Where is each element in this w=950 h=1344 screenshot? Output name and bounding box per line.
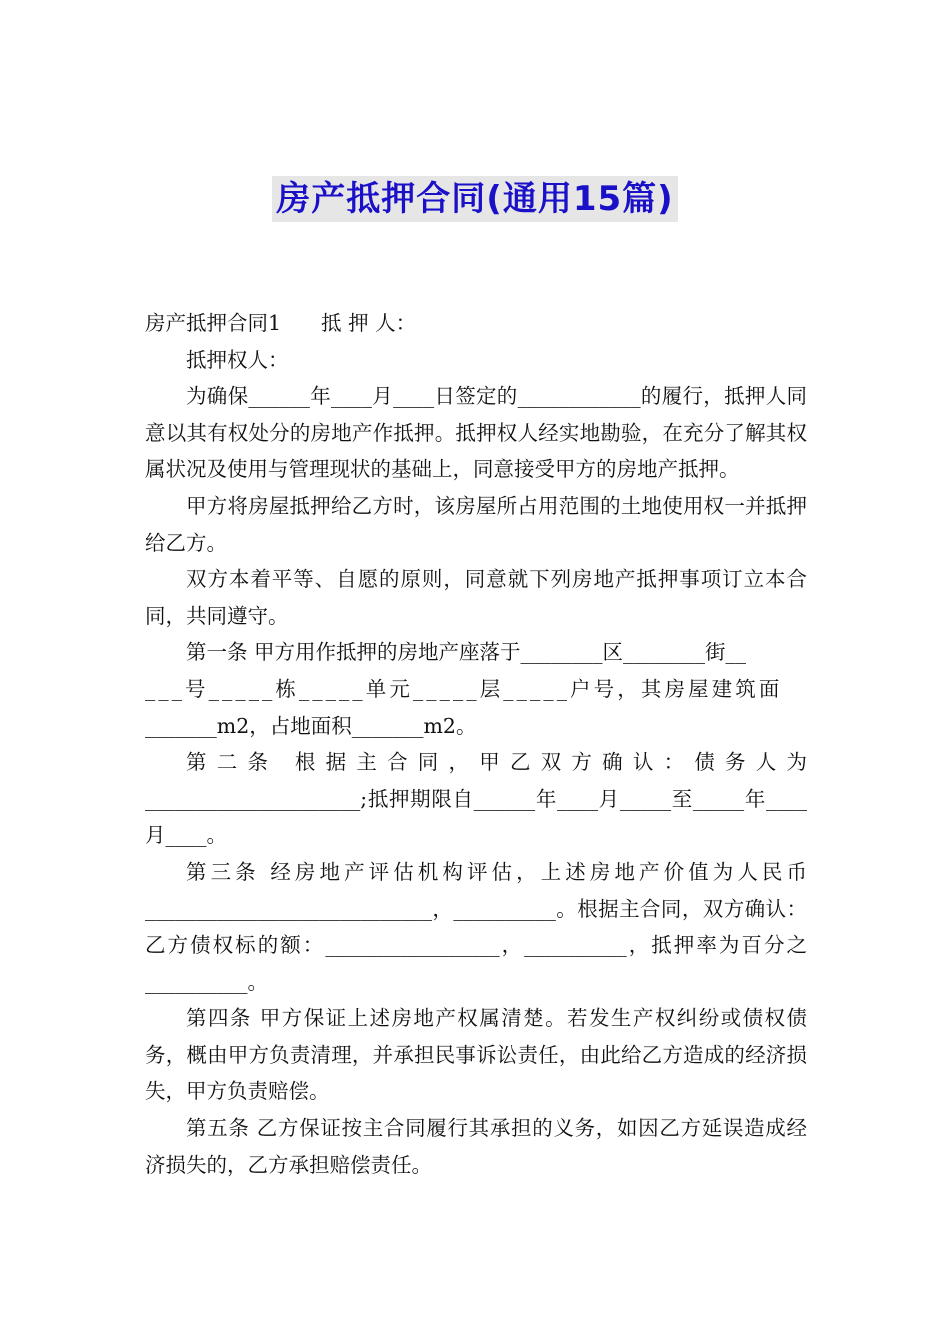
paragraph-intro-1: 为确保______年____月____日签定的____________的履行，抵押人同意以其有权处分的房地产作抵押。抵押权人经实地勘验，在充分了解其权属状况及使用与管理现状的基础上，同意接受甲方的房地产抵押。 (145, 384, 807, 482)
article-2: 第二条 根据主合同，甲乙双方确认：债务人为_____________________;抵押期限自______年____月_____至_____年____月____。 (145, 750, 807, 848)
contract-body (145, 305, 807, 1183)
article-5: 第五条 乙方保证按主合同履行其承担的义务，如因乙方延误造成经济损失的，乙方承担赔偿责任。 (145, 1116, 807, 1177)
paragraph-intro-2: 甲方将房屋抵押给乙方时，该房屋所占用范围的土地使用权一并抵押给乙方。 (145, 493, 807, 555)
article-3: 第三条 经房地产评估机构评估，上述房地产价值为人民币____________________________，__________。根据主合同，双方确认：乙方债权标的额：_________________，__________，抵押率为百分之 __________。 (145, 859, 807, 994)
paragraph-intro-3: 双方本着平等、自愿的原则，同意就下列房地产抵押事项订立本合同，共同遵守。 (145, 567, 807, 628)
title-container (0, 176, 950, 222)
article-1-line-2: ___号_____栋_____单元_____层_____户号，其房屋建筑面 (145, 676, 783, 701)
contract-heading: 房产抵押合同1 (145, 311, 282, 335)
contract-heading-line (145, 305, 807, 342)
article-1-line-1: 第一条 甲方用作抵押的房地产座落于________区________街__ (186, 640, 747, 665)
mortgagee-label: 抵押权人： (186, 347, 289, 372)
document-title: 房产抵押合同(通用15篇) (272, 176, 677, 222)
article-4: 第四条 甲方保证上述房地产权属清楚。若发生产权纠纷或债权债务，概由甲方负责清理，并承担民事诉讼责任，由此给乙方造成的经济损失，甲方负责赔偿。 (145, 1006, 807, 1104)
article-1-line-3: _______m2，占地面积_______m2。 (145, 713, 477, 738)
mortgagor-label: 抵 押 人： (321, 311, 417, 335)
